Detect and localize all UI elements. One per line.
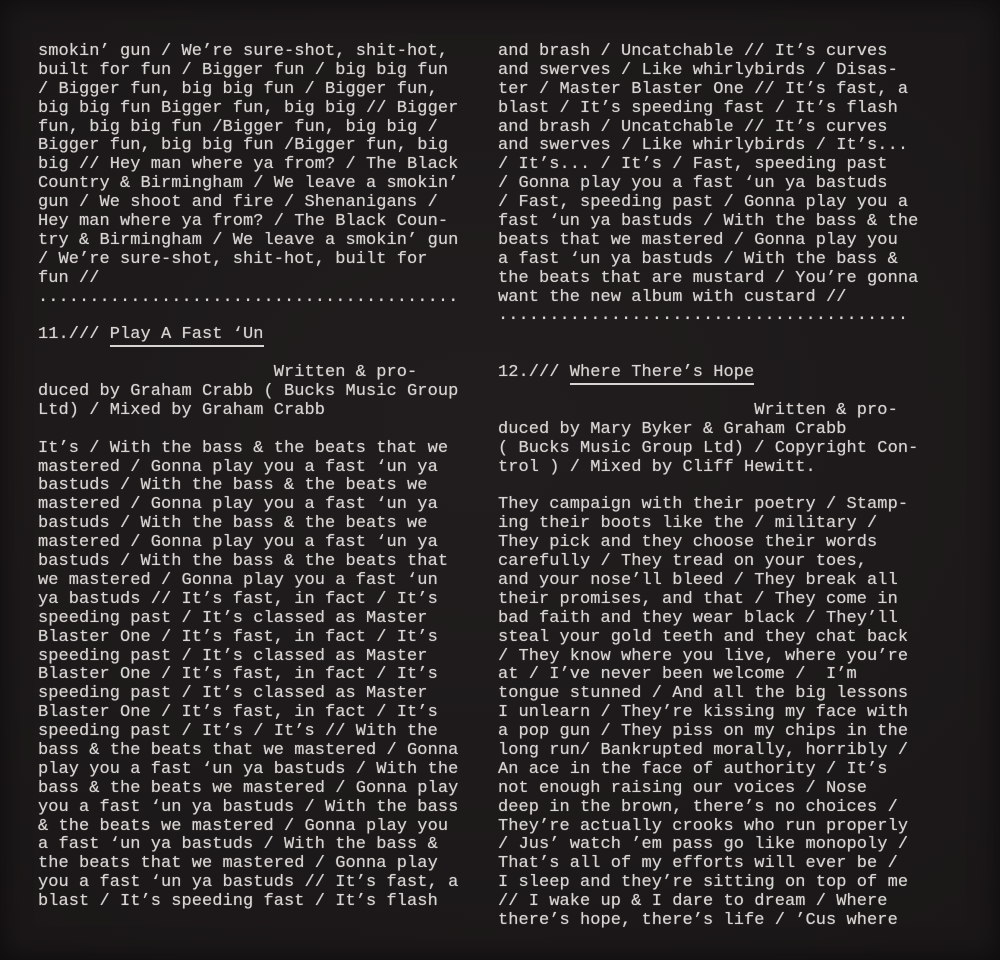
- track11-lyrics: mastered / Gonna play you a fast ‘un ya: [38, 533, 438, 553]
- dotted-separator: .........................................: [38, 287, 459, 307]
- track12-lyrics: long run/ Bankrupted morally, horribly /: [498, 740, 909, 760]
- track12-credits: ( Bucks Music Group Ltd) / Copyright Con-: [498, 438, 919, 458]
- track11-lyrics: the beats that we mastered / Gonna play: [38, 854, 438, 874]
- track10-lyrics: Country & Birmingham / We leave a smokin’: [38, 174, 459, 194]
- track11-credits: duced by Graham Crabb ( Bucks Music Group: [38, 382, 459, 402]
- track12-lyrics: steal your gold teeth and they chat back: [498, 627, 909, 647]
- track12-lyrics: / They know where you live, where you’re: [498, 646, 909, 666]
- track10-lyrics: gun / We shoot and fire / Shenanigans /: [38, 193, 438, 213]
- track10-lyrics: fun, big big fun /Bigger fun, big big /: [38, 117, 438, 137]
- track11-lyrics: a fast ‘un ya bastuds / With the bass &: [38, 835, 438, 855]
- track10-lyrics: try & Birmingham / We leave a smokin’ gun: [38, 230, 459, 250]
- track11-credits: Ltd) / Mixed by Graham Crabb: [38, 400, 326, 420]
- track11-lyrics: play you a fast ‘un ya bastuds / With the: [38, 759, 459, 779]
- track11-lyrics-continued: blast / It’s speeding fast / It’s flash: [498, 98, 898, 118]
- track10-lyrics: fun //: [38, 268, 100, 288]
- track11-lyrics-continued: and brash / Uncatchable // It’s curves: [498, 42, 888, 61]
- track12-lyrics: I unlearn / They’re kissing my face with: [498, 703, 909, 723]
- track11-lyrics: bass & the beats we mastered / Gonna play: [38, 778, 459, 798]
- blank-line: [38, 307, 483, 326]
- blank-line: [38, 421, 483, 440]
- track11-lyrics-continued: want the new album with custard //: [498, 287, 847, 307]
- track11-lyrics-continued: the beats that are mustard / You’re gonna: [498, 268, 919, 288]
- left-column: [38, 43, 483, 912]
- track11-lyrics: bass & the beats that we mastered / Gonna: [38, 740, 459, 760]
- track12-lyrics: bad faith and they wear black / They’ll: [498, 608, 898, 628]
- track12-lyrics: ing their boots like the / military /: [498, 514, 878, 534]
- blank-line: [498, 477, 943, 496]
- track-number: 12.///: [498, 363, 570, 383]
- track11-lyrics: & the beats we mastered / Gonna play you: [38, 816, 449, 836]
- right-column: [498, 43, 943, 931]
- dotted-separator: ........................................: [498, 306, 909, 326]
- track12-lyrics: / Jus’ watch ’em pass go like monopoly /: [498, 835, 909, 855]
- track11-lyrics: bastuds / With the bass & the beats we: [38, 514, 428, 534]
- track12-credits: trol ) / Mixed by Cliff Hewitt.: [498, 457, 816, 477]
- track12-lyrics: their promises, and that / They come in: [498, 589, 898, 609]
- track11-credits: Written & pro-: [38, 363, 418, 383]
- track12-lyrics: // I wake up & I dare to dream / Where: [498, 892, 888, 912]
- track10-lyrics: big big fun Bigger fun, big big // Bigger: [38, 98, 459, 118]
- track10-lyrics: / Bigger fun, big big fun / Bigger fun,: [38, 79, 438, 99]
- track11-lyrics-continued: / Gonna play you a fast ‘un ya bastuds: [498, 174, 888, 194]
- track11-lyrics: speeding past / It’s classed as Master: [38, 608, 428, 628]
- track12-lyrics: deep in the brown, there’s no choices /: [498, 797, 898, 817]
- track11-lyrics: Blaster One / It’s fast, in fact / It’s: [38, 703, 438, 723]
- track11-lyrics-continued: a fast ‘un ya bastuds / With the bass &: [498, 249, 898, 269]
- track12-lyrics: That’s all of my efforts will ever be /: [498, 854, 898, 874]
- track11-lyrics-continued: ter / Master Blaster One // It’s fast, a: [498, 79, 909, 99]
- track12-lyrics: They campaign with their poetry / Stamp-: [498, 495, 909, 515]
- track11-lyrics: you a fast ‘un ya bastuds / With the bass: [38, 797, 459, 817]
- track12-lyrics: a pop gun / They piss on my chips in the: [498, 722, 909, 742]
- track12-credits: duced by Mary Byker & Graham Crabb: [498, 419, 847, 439]
- track11-lyrics: Blaster One / It’s fast, in fact / It’s: [38, 665, 438, 685]
- track12-lyrics: tongue stunned / And all the big lessons: [498, 684, 909, 704]
- track11-lyrics: It’s / With the bass & the beats that we: [38, 438, 449, 458]
- track12-lyrics: not enough raising our voices / Nose: [498, 778, 868, 798]
- track11-lyrics-continued: / It’s... / It’s / Fast, speeding past: [498, 155, 888, 175]
- track12-lyrics: and your nose’ll bleed / They break all: [498, 570, 898, 590]
- track11-lyrics: speeding past / It’s classed as Master: [38, 646, 428, 666]
- blank-line: [498, 345, 943, 364]
- track-heading: [498, 364, 943, 383]
- track12-lyrics: there’s hope, there’s life / ’Cus where: [498, 910, 898, 930]
- track12-lyrics: I sleep and they’re sitting on top of me: [498, 873, 909, 893]
- track11-lyrics-continued: / Fast, speeding past / Gonna play you a: [498, 193, 909, 213]
- track11-lyrics: you a fast ‘un ya bastuds // It’s fast, a: [38, 873, 459, 893]
- track11-lyrics: Blaster One / It’s fast, in fact / It’s: [38, 627, 438, 647]
- track-title: Where There’s Hope: [570, 364, 755, 385]
- track11-lyrics: speeding past / It’s / It’s // With the: [38, 722, 438, 742]
- track11-lyrics-continued: and swerves / Like whirlybirds / It’s...: [498, 136, 909, 156]
- track11-lyrics-continued: and swerves / Like whirlybirds / Disas-: [498, 60, 898, 80]
- track-heading: [38, 326, 483, 345]
- track11-lyrics: blast / It’s speeding fast / It’s flash: [38, 892, 438, 912]
- track11-lyrics: speeding past / It’s classed as Master: [38, 684, 428, 704]
- track11-lyrics-continued: beats that we mastered / Gonna play you: [498, 230, 898, 250]
- track-title: Play A Fast ‘Un: [110, 326, 264, 347]
- track10-lyrics: Bigger fun, big big fun /Bigger fun, big: [38, 136, 449, 156]
- track10-lyrics: / We’re sure-shot, shit-hot, built for: [38, 249, 428, 269]
- track10-lyrics: big // Hey man where ya from? / The Black: [38, 155, 459, 175]
- track12-lyrics: An ace in the face of authority / It’s: [498, 759, 888, 779]
- track12-credits: Written & pro-: [498, 400, 898, 420]
- blank-line: [498, 326, 943, 345]
- blank-line: [38, 345, 483, 364]
- track10-lyrics: Hey man where ya from? / The Black Coun-: [38, 212, 449, 232]
- track11-lyrics: bastuds / With the bass & the beats that: [38, 552, 449, 572]
- track11-lyrics: we mastered / Gonna play you a fast ‘un: [38, 570, 438, 590]
- track12-lyrics: at / I’ve never been welcome / I’m: [498, 665, 857, 685]
- track10-lyrics: built for fun / Bigger fun / big big fun: [38, 60, 449, 80]
- track12-lyrics: carefully / They tread on your toes,: [498, 552, 868, 572]
- blank-line: [498, 383, 943, 402]
- track12-lyrics: They pick and they choose their words: [498, 533, 878, 553]
- track12-lyrics: They’re actually crooks who run properly: [498, 816, 909, 836]
- track11-lyrics-continued: fast ‘un ya bastuds / With the bass & the: [498, 212, 919, 232]
- track11-lyrics: mastered / Gonna play you a fast ‘un ya: [38, 495, 438, 515]
- track10-lyrics: smokin’ gun / We’re sure-shot, shit-hot,: [38, 42, 449, 61]
- track11-lyrics-continued: and brash / Uncatchable // It’s curves: [498, 117, 888, 137]
- track11-lyrics: bastuds / With the bass & the beats we: [38, 476, 428, 496]
- track11-lyrics: mastered / Gonna play you a fast ‘un ya: [38, 457, 438, 477]
- track-number: 11.///: [38, 325, 110, 345]
- track11-lyrics: ya bastuds // It’s fast, in fact / It’s: [38, 589, 438, 609]
